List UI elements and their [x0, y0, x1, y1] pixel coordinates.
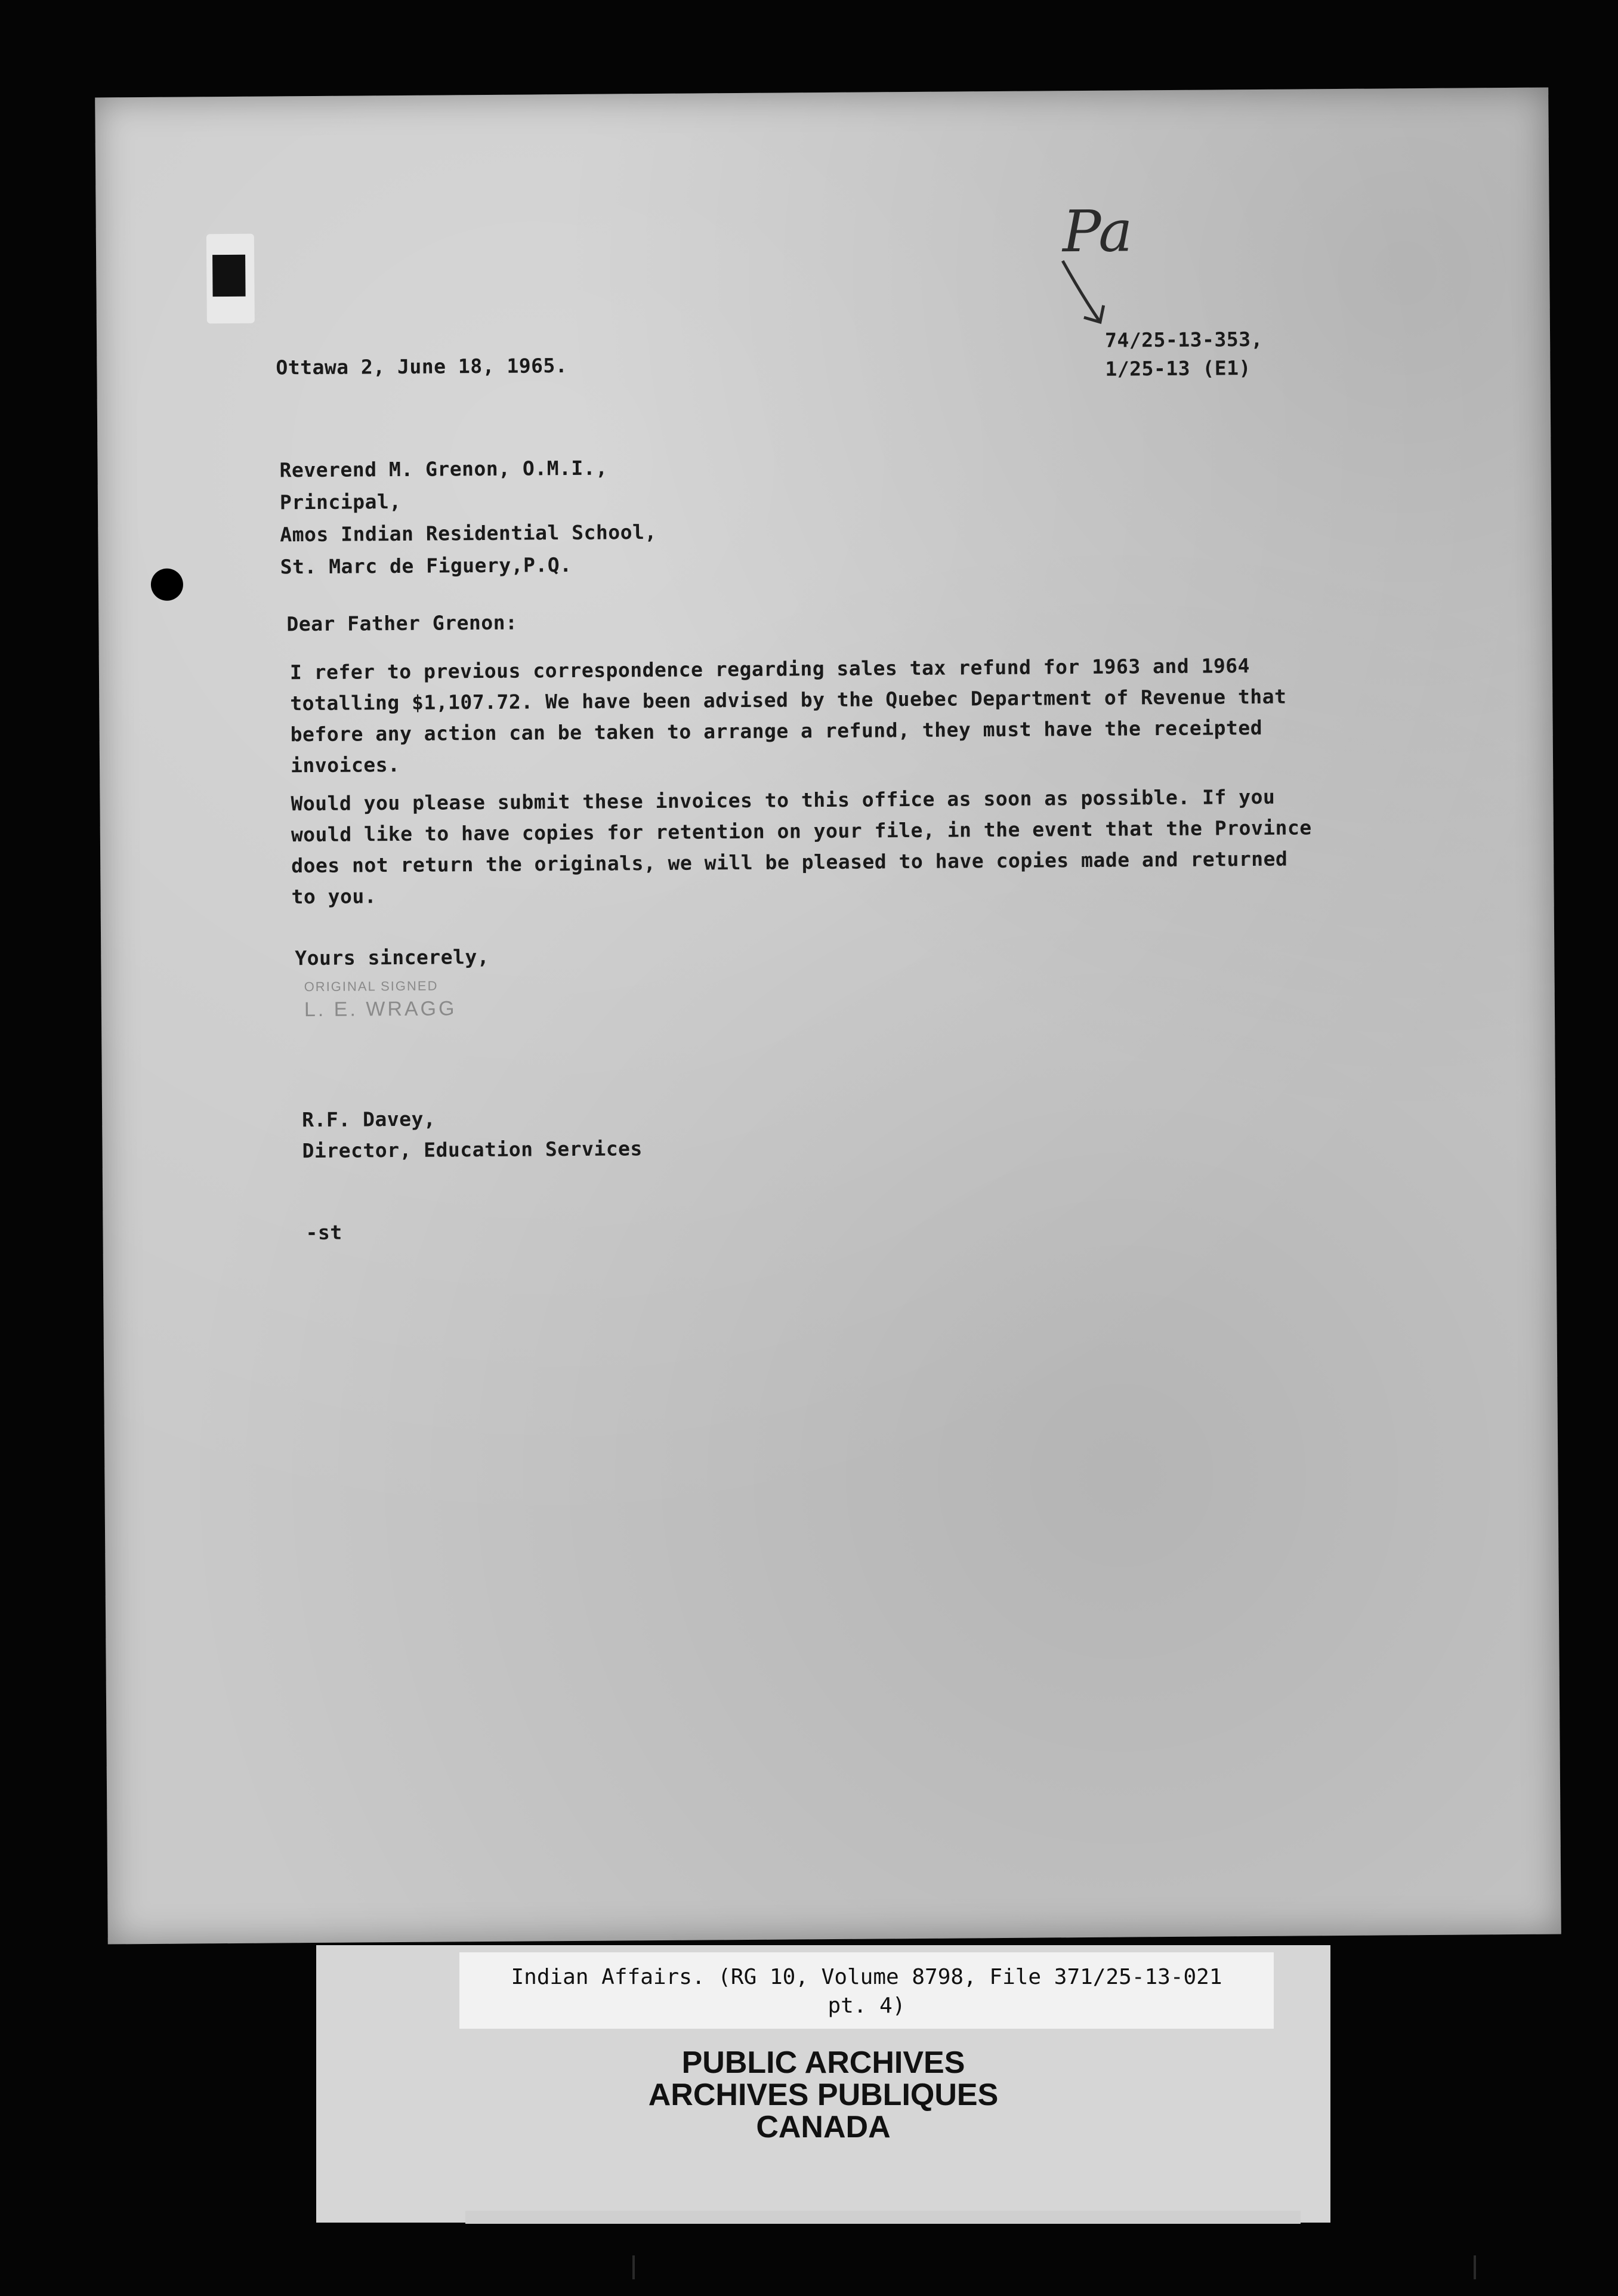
signature-block	[302, 1102, 643, 1166]
label-bottom-strip	[465, 2211, 1301, 2224]
address-line: St. Marc de Figuery,P.Q.	[280, 553, 572, 579]
arrow-icon	[1057, 258, 1111, 330]
file-ref-line: 1/25-13 (E1)	[1105, 356, 1251, 381]
salutation: Dear Father Grenon:	[286, 610, 518, 636]
address-line: Principal,	[279, 489, 402, 514]
signed-stamp-name: L. E. WRAGG	[304, 997, 457, 1022]
closing: Yours sincerely,	[295, 945, 490, 970]
address-line: Reverend M. Grenon, O.M.I.,	[279, 456, 608, 482]
recipient-address	[279, 452, 657, 583]
handwritten-annotation: Pa	[1062, 197, 1133, 266]
body-paragraph: I refer to previous correspondence regarding sales tax refund for 1963 and 1964 totalling $1,107.72. We have been advised by the Quebec Department of Revenue that before any action can be taken to arrange a refund, they must have the receipted invoices.	[289, 654, 1287, 777]
staple-mark	[212, 255, 245, 297]
address-line: Amos Indian Residential School,	[280, 520, 657, 547]
signed-stamp-label: ORIGINAL SIGNED	[304, 978, 439, 995]
film-scratch	[632, 2255, 635, 2279]
stamp-line: PUBLIC ARCHIVES	[681, 2045, 965, 2080]
file-ref-line: 74/25-13-353,	[1104, 327, 1264, 352]
stamp-line: ARCHIVES PUBLIQUES	[648, 2078, 999, 2112]
typist-initials: -st	[305, 1220, 342, 1245]
body-paragraph: Would you please submit these invoices to this office as soon as possible. If you would like to have copies for retention on your file, in the event that the Province does not return the originals, we will be pleased to have copies made and returned to you.	[291, 785, 1312, 909]
citation-line: Indian Affairs. (RG 10, Volume 8798, File 371/25-13-021	[511, 1965, 1222, 1989]
film-scratch	[1474, 2255, 1476, 2279]
punch-hole	[151, 569, 183, 601]
archives-stamp	[316, 2047, 1330, 2143]
letter-date: Ottawa 2, June 18, 1965.	[276, 354, 568, 379]
signatory-title: Director, Education Services	[302, 1137, 643, 1163]
file-reference	[1105, 325, 1263, 384]
stamp-line: CANADA	[756, 2110, 891, 2144]
archive-label	[316, 1945, 1330, 2223]
letter-page	[95, 88, 1561, 1945]
citation-slip	[459, 1952, 1274, 2029]
signed-stamp	[304, 978, 457, 1022]
citation-line: pt. 4)	[827, 1993, 906, 2018]
signatory-name: R.F. Davey,	[302, 1107, 436, 1132]
